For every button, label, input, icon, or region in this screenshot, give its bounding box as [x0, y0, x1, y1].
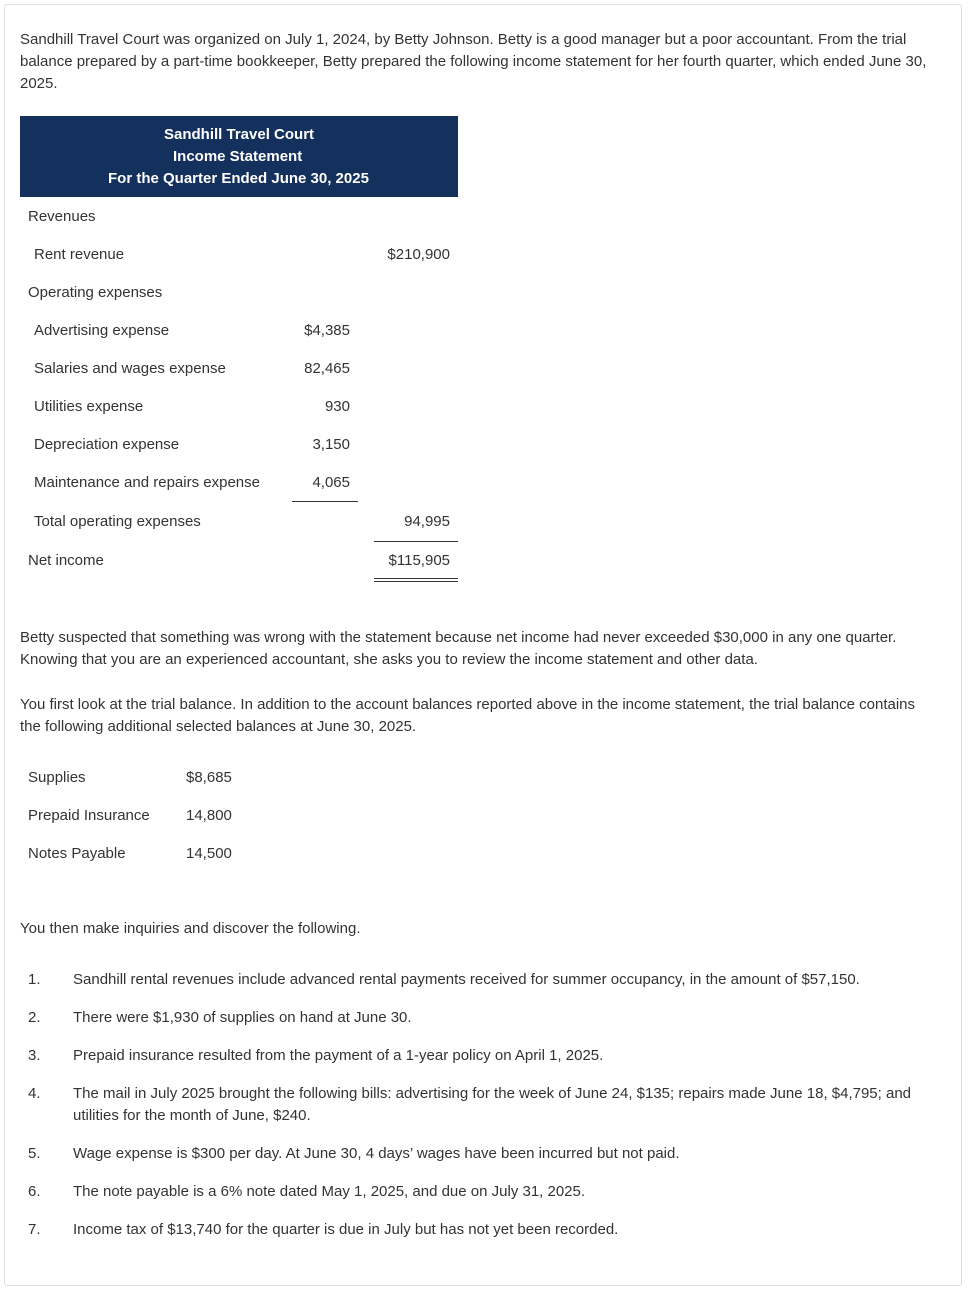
trial-balance-paragraph: You first look at the trial balance. In addition to the account balances reported above in the income statement, the trial balance contains the following additional selected balances at June 30, 2025.: [20, 696, 916, 735]
rent-revenue-amount: $210,900: [387, 246, 450, 263]
finding-text: Income tax of $13,740 for the quarter is due in July but has not yet been recorded.: [73, 1221, 619, 1238]
finding-number: 2.: [28, 1009, 41, 1026]
net-income-label: Net income: [28, 552, 104, 569]
expense-amount: $4,385: [304, 322, 350, 339]
balance-label: Notes Payable: [28, 845, 126, 862]
expense-amount: 4,065: [312, 474, 350, 491]
expense-label: Salaries and wages expense: [34, 360, 226, 377]
expense-label: Depreciation expense: [34, 436, 180, 453]
finding-text: There were $1,930 of supplies on hand at June 30.: [73, 1009, 412, 1026]
statement-header: [20, 116, 458, 197]
finding-number: 6.: [28, 1183, 41, 1200]
finding-text: Wage expense is $300 per day. At June 30, 4 days’ wages have been incurred but not paid.: [73, 1145, 680, 1162]
balance-label: Supplies: [28, 769, 86, 786]
balance-amount: 14,800: [186, 807, 232, 824]
balance-amount: $8,685: [186, 769, 232, 786]
finding-text: Sandhill rental revenues include advanced rental payments received for summer occupancy, in the amount of $57,150.: [73, 971, 860, 988]
net-income-amount: $115,905: [388, 552, 450, 569]
net-income-double-rule-bottom: [374, 581, 458, 582]
expense-label: Utilities expense: [34, 398, 144, 415]
total-rule: [374, 541, 458, 542]
operating-expenses-heading: Operating expenses: [28, 284, 163, 301]
expense-amount: 82,465: [304, 360, 350, 377]
company-name: Sandhill Travel Court: [164, 126, 315, 143]
net-income-double-rule-top: [374, 578, 458, 579]
finding-number: 5.: [28, 1145, 41, 1162]
finding-number: 7.: [28, 1221, 41, 1238]
balance-amount: 14,500: [186, 845, 232, 862]
inquiries-paragraph: You then make inquiries and discover the following.: [20, 920, 361, 937]
finding-number: 3.: [28, 1047, 41, 1064]
expense-subtotal-rule: [292, 501, 358, 502]
expense-label: Maintenance and repairs expense: [34, 474, 260, 491]
expense-amount: 930: [324, 398, 350, 415]
finding-text: The note payable is a 6% note dated May 1, 2025, and due on July 31, 2025.: [73, 1183, 586, 1200]
balance-label: Prepaid Insurance: [28, 807, 150, 824]
expense-amount: 3,150: [312, 436, 350, 453]
finding-text: The mail in July 2025 brought the following bills: advertising for the week of June 24, $135; repairs made June 18, $4,795; and utilities for the month of June, $240.: [73, 1085, 912, 1124]
intro-paragraph: Sandhill Travel Court was organized on July 1, 2024, by Betty Johnson. Betty is a good manager but a poor accountant. From the trial balance prepared by a part-time bookkeeper, Betty prepared the following income statement for her fourth quarter, which ended June 30, 2025.: [20, 31, 927, 92]
expense-label: Advertising expense: [34, 322, 170, 339]
rent-revenue-label: Rent revenue: [34, 246, 125, 263]
suspicion-paragraph: Betty suspected that something was wrong with the statement because net income had never exceeded $30,000 in any one quarter. Knowing that you are an experienced accountant, she asks you to review the income statement and other data.: [20, 629, 897, 668]
finding-number: 1.: [28, 971, 41, 988]
revenues-heading: Revenues: [28, 208, 96, 225]
statement-title: Income Statement: [173, 148, 303, 165]
finding-number: 4.: [28, 1085, 41, 1102]
total-operating-amount: 94,995: [404, 513, 450, 530]
total-operating-label: Total operating expenses: [34, 513, 201, 530]
statement-period: For the Quarter Ended June 30, 2025: [108, 170, 369, 187]
finding-text: Prepaid insurance resulted from the payment of a 1-year policy on April 1, 2025.: [73, 1047, 604, 1064]
